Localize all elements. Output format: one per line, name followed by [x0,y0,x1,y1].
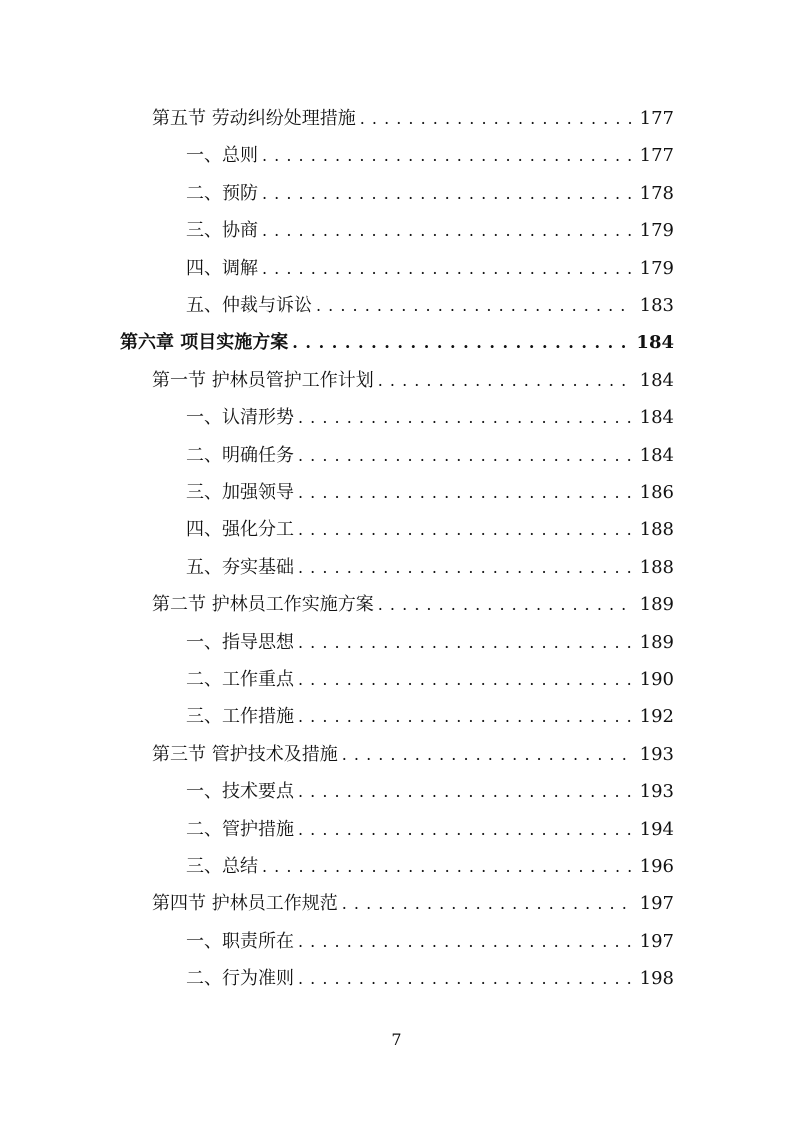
toc-entry-page: 177 [639,145,674,167]
toc-dot-leader [342,736,634,773]
toc-entry-page: 193 [639,743,674,765]
toc-entry-title: 一、技术要点 [186,781,294,803]
toc-entry-title: 二、行为准则 [186,968,294,990]
toc-dot-leader [298,549,634,586]
toc-entry-title: 二、预防 [186,182,258,204]
toc-entry-page: 177 [639,108,674,129]
toc-entry-title: 四、强化分工 [186,519,294,541]
toc-entry-title: 第五节 劳动纠纷处理措施 [152,108,356,129]
toc-dot-leader [298,661,634,698]
toc-entry-title: 五、夯实基础 [186,556,294,578]
toc-dot-leader [298,511,634,548]
toc-entry-title: 三、工作措施 [186,706,294,728]
toc-entry-page: 194 [639,818,674,840]
toc-entry-item[interactable] [186,511,674,548]
toc-entry-item[interactable] [186,212,674,249]
toc-entry-item[interactable] [186,175,674,212]
toc-dot-leader [262,175,634,212]
toc-entry-page: 186 [639,482,674,503]
toc-entry-page: 189 [639,594,674,616]
toc-entry-item[interactable] [186,549,674,586]
toc-entry-page: 178 [639,182,674,204]
toc-entry-item[interactable] [186,437,674,474]
toc-dot-leader [292,324,630,361]
toc-entry-page: 184 [639,444,674,466]
toc-dot-leader [298,624,634,661]
toc-entry-item[interactable] [186,250,674,287]
toc-entry-title: 第二节 护林员工作实施方案 [152,594,374,616]
toc-entry-page: 198 [639,968,674,990]
toc-dot-leader [378,586,634,623]
toc-dot-leader [262,212,634,249]
toc-entry-chapter[interactable] [120,324,674,361]
toc-entry-page: 184 [636,332,674,354]
toc-dot-leader [360,100,634,137]
page-number: 7 [391,1030,402,1049]
toc-entry-page: 196 [639,856,674,877]
toc-entry-page: 197 [639,893,674,915]
toc-entry-item[interactable] [186,399,674,436]
toc-entry-title: 一、指导思想 [186,631,294,653]
toc-entry-title: 第三节 管护技术及措施 [152,743,338,765]
toc-entry-item[interactable] [186,137,674,174]
toc-entry-title: 第一节 护林员管护工作计划 [152,369,374,391]
toc-dot-leader [298,399,634,436]
toc-dot-leader [298,474,634,511]
toc-dot-leader [342,885,634,922]
toc-dot-leader [378,362,634,399]
toc-entry-item[interactable] [186,287,674,324]
toc-dot-leader [298,811,634,848]
toc-dot-leader [262,848,634,885]
toc-dot-leader [298,773,634,810]
toc-entry-page: 183 [639,295,674,316]
toc-entry-title: 二、管护措施 [186,818,294,840]
toc-entry-section[interactable] [152,885,674,922]
toc-entry-page: 179 [639,220,674,242]
toc-entry-item[interactable] [186,848,674,885]
toc-entry-item[interactable] [186,773,674,810]
toc-entry-title: 三、加强领导 [186,482,294,503]
toc-entry-page: 188 [639,519,674,541]
toc-entry-title: 一、总则 [186,145,258,167]
toc-dot-leader [298,960,634,997]
toc-entry-title: 四、调解 [186,257,258,279]
toc-entry-title: 一、职责所在 [186,930,294,952]
toc-entry-title: 二、工作重点 [186,669,294,690]
toc-entry-item[interactable] [186,698,674,735]
toc-entry-title: 三、总结 [186,856,258,877]
toc-entry-page: 184 [639,407,674,429]
toc-entry-title: 一、认清形势 [186,407,294,429]
toc-entry-section[interactable] [152,100,674,137]
toc-entry-title: 二、明确任务 [186,444,294,466]
toc-entry-section[interactable] [152,586,674,623]
toc-entry-page: 189 [639,631,674,653]
toc-entry-title: 第六章 项目实施方案 [120,332,289,354]
toc-entry-item[interactable] [186,960,674,997]
toc-entry-item[interactable] [186,474,674,511]
toc-dot-leader [298,437,634,474]
toc-dot-leader [262,250,634,287]
toc-entry-page: 192 [639,706,674,728]
toc-entry-section[interactable] [152,736,674,773]
toc-entry-title: 第四节 护林员工作规范 [152,893,338,915]
toc-entry-page: 179 [639,257,674,279]
toc-dot-leader [298,923,634,960]
toc-entry-title: 五、仲裁与诉讼 [186,295,312,316]
toc-dot-leader [262,137,634,174]
toc-entry-section[interactable] [152,362,674,399]
toc-entry-page: 184 [639,369,674,391]
toc-entry-page: 197 [639,930,674,952]
toc-dot-leader [298,698,634,735]
toc-entry-item[interactable] [186,811,674,848]
toc-entry-page: 190 [639,669,674,690]
toc-entry-page: 193 [639,781,674,803]
toc-entry-item[interactable] [186,661,674,698]
toc-entry-item[interactable] [186,624,674,661]
toc-dot-leader [316,287,634,324]
toc-entry-item[interactable] [186,923,674,960]
toc-entry-page: 188 [639,556,674,578]
toc-entry-title: 三、协商 [186,220,258,242]
